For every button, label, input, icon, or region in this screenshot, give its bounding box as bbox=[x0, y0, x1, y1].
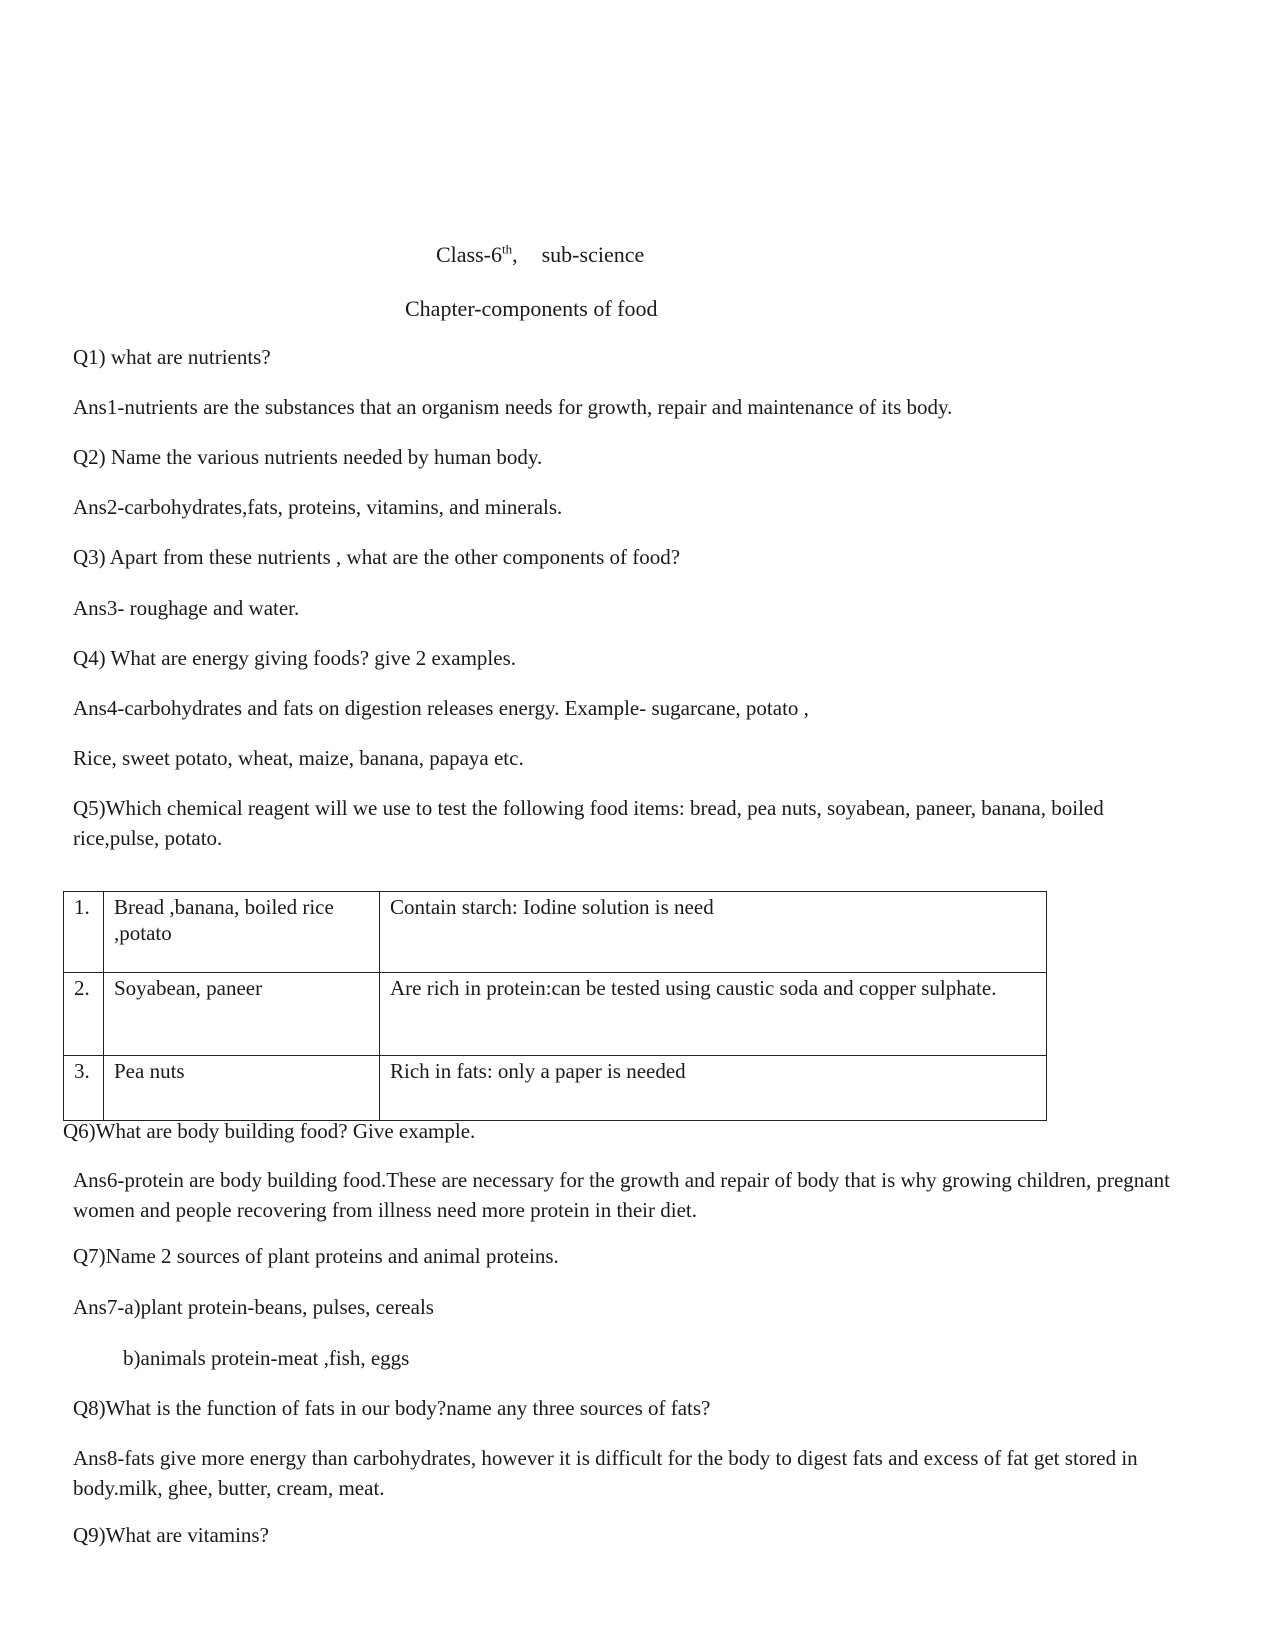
reagent-table bbox=[63, 891, 1047, 1121]
question-7: Q7)Name 2 sources of plant proteins and animal proteins. bbox=[73, 1244, 559, 1268]
question-4: Q4) What are energy giving foods? give 2 examples. bbox=[73, 646, 517, 670]
question-5: Q5)Which chemical reagent will we use to test the following food items: bread, pea nuts, soyabean, paneer, banana, boiled rice,pulse, potato. bbox=[73, 796, 1104, 850]
food-items-cell: Soyabean, paneer bbox=[104, 973, 380, 1056]
food-items-cell: Bread ,banana, boiled rice ,potato bbox=[104, 892, 380, 973]
table-row bbox=[64, 973, 1047, 1056]
row-number: 2. bbox=[64, 973, 104, 1056]
subject-label: sub-science bbox=[541, 242, 645, 267]
question-9: Q9)What are vitamins? bbox=[73, 1523, 269, 1547]
class-label: Class-6 bbox=[436, 242, 502, 267]
test-cell: Are rich in protein:can be tested using caustic soda and copper sulphate. bbox=[380, 973, 1047, 1056]
class-superscript: th bbox=[502, 241, 513, 257]
question-2: Q2) Name the various nutrients needed by human body. bbox=[73, 445, 543, 469]
table-row bbox=[64, 892, 1047, 973]
row-number: 1. bbox=[64, 892, 104, 973]
answer-6: Ans6-protein are body building food.These are necessary for the growth and repair of body that is why growing children, pregnant women and people recovering from illness need more protein in their diet. bbox=[73, 1168, 1170, 1222]
food-items-cell: Pea nuts bbox=[104, 1056, 380, 1121]
test-cell: Contain starch: Iodine solution is need bbox=[380, 892, 1047, 973]
question-3: Q3) Apart from these nutrients , what are the other components of food? bbox=[73, 545, 681, 569]
question-1: Q1) what are nutrients? bbox=[73, 345, 271, 369]
question-6: Q6)What are body building food? Give example. bbox=[63, 1119, 476, 1143]
table-row bbox=[64, 1056, 1047, 1121]
answer-2: Ans2-carbohydrates,fats, proteins, vitamins, and minerals. bbox=[73, 495, 563, 519]
answer-8: Ans8-fats give more energy than carbohydrates, however it is difficult for the body to digest fats and excess of fat get stored in body.milk, ghee, butter, cream, meat. bbox=[73, 1446, 1138, 1500]
answer-4-line-2: Rice, sweet potato, wheat, maize, banana, papaya etc. bbox=[73, 746, 524, 770]
answer-7-a: Ans7-a)plant protein-beans, pulses, cereals bbox=[73, 1295, 434, 1319]
answer-1: Ans1-nutrients are the substances that an organism needs for growth, repair and maintenance of its body. bbox=[73, 395, 953, 419]
row-number: 3. bbox=[64, 1056, 104, 1121]
answer-7-b: b)animals protein-meat ,fish, eggs bbox=[123, 1346, 410, 1370]
answer-3: Ans3- roughage and water. bbox=[73, 596, 300, 620]
test-cell: Rich in fats: only a paper is needed bbox=[380, 1056, 1047, 1121]
answer-4-line-1: Ans4-carbohydrates and fats on digestion releases energy. Example- sugarcane, potato , bbox=[73, 696, 809, 720]
class-separator: , bbox=[512, 242, 518, 267]
chapter-heading: Chapter-components of food bbox=[405, 296, 658, 321]
question-8: Q8)What is the function of fats in our body?name any three sources of fats? bbox=[73, 1396, 711, 1420]
class-subject-heading bbox=[436, 240, 644, 270]
